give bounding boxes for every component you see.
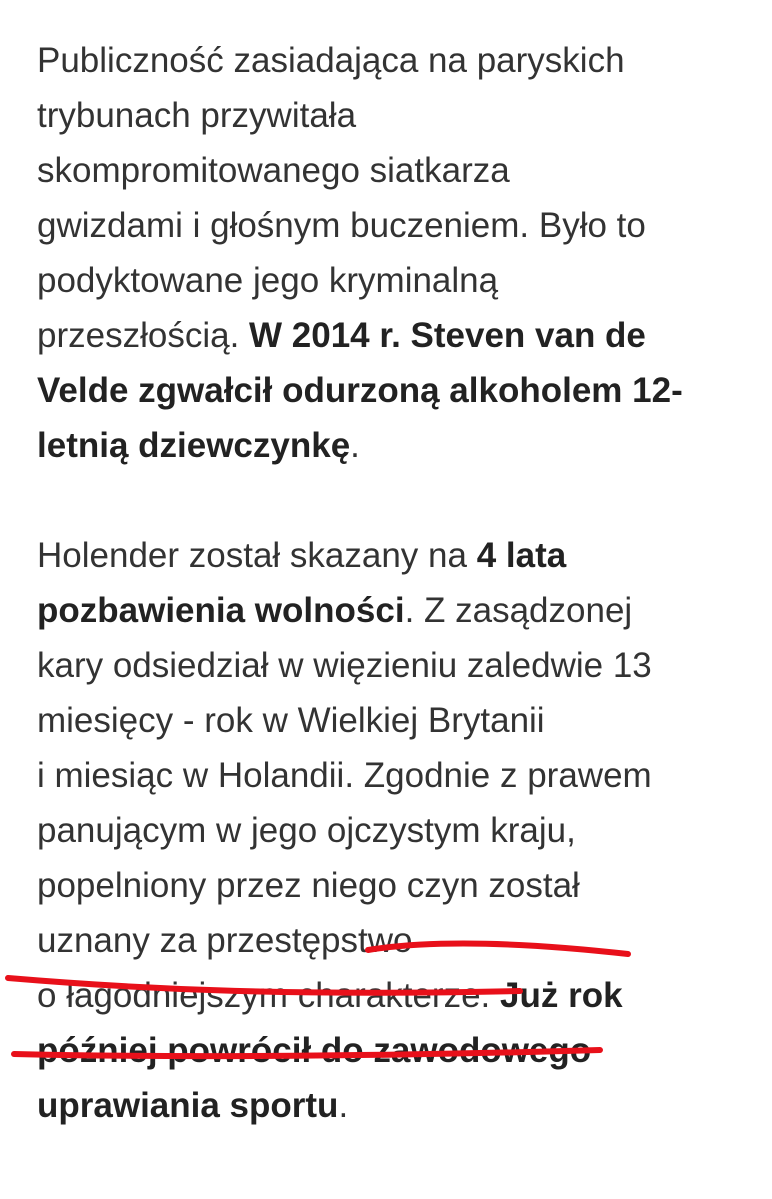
text-line: kary odsiedział w więzieniu zaledwie 13 (37, 646, 652, 685)
paragraph-1 (37, 33, 742, 473)
text-line: uznany za przestępstwo (37, 921, 413, 960)
text-line: podyktowane jego kryminalną (37, 261, 499, 300)
bold-text: uprawiania sportu (37, 1086, 339, 1125)
bold-text: Velde zgwałcił odurzoną alkoholem 12- (37, 371, 683, 410)
paragraph-2 (37, 528, 742, 1133)
bold-text: letnią dziewczynkę (37, 426, 351, 465)
article-body (37, 33, 742, 1133)
bold-text: Już rok (500, 976, 623, 1015)
text-line: gwizdami i głośnym buczeniem. Było to (37, 206, 646, 245)
text-line: miesięcy - rok w Wielkiej Brytanii (37, 701, 545, 740)
text-line: trybunach przywitała (37, 96, 357, 135)
text-line (37, 418, 742, 473)
text-segment: Holender został skazany na (37, 536, 477, 575)
text-line (37, 968, 742, 1023)
text-line (37, 583, 742, 638)
text-line: popelniony przez niego czyn został (37, 866, 580, 905)
text-segment: . (338, 1086, 349, 1125)
text-line: skompromitowanego siatkarza (37, 151, 510, 190)
text-line (37, 1023, 742, 1078)
text-segment: przeszłością. (37, 316, 250, 355)
text-segment: o łagodniejszym charakterze. (37, 976, 500, 1015)
text-line (37, 308, 742, 363)
bold-text: później powrócił do zawodowego (37, 1031, 592, 1070)
text-segment: . (350, 426, 360, 465)
text-line: i miesiąc w Holandii. Zgodnie z prawem (37, 756, 652, 795)
bold-text: 4 lata (476, 536, 567, 575)
bold-text: W 2014 r. Steven van de (249, 316, 646, 355)
text-line (37, 528, 742, 583)
paragraph-spacer (37, 473, 742, 528)
text-line: panującym w jego ojczystym kraju, (37, 811, 576, 850)
text-line: Publiczność zasiadająca na paryskich (37, 41, 625, 80)
text-line (37, 1078, 742, 1133)
text-segment: . Z zasądzonej (404, 591, 633, 630)
bold-text: pozbawienia wolności (37, 591, 405, 630)
text-line (37, 363, 742, 418)
